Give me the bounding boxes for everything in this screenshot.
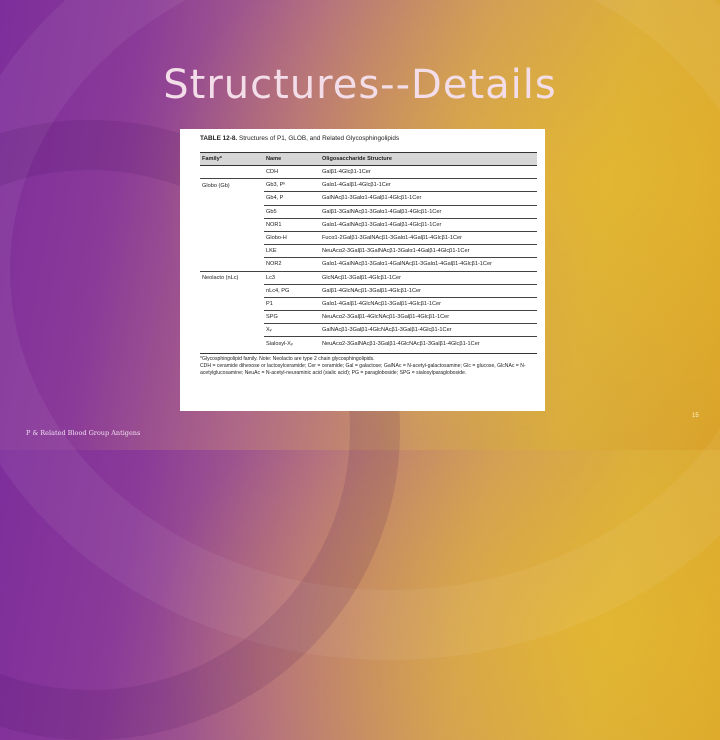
table-row	[200, 192, 537, 205]
cell-family: Globo (Gb)	[200, 179, 264, 192]
table-row	[200, 166, 537, 179]
table-header-row	[200, 153, 537, 166]
footnote-line-1: *Glycosphingolipid family. Note: Neolacto are type 2 chain glycosphingolipids.	[200, 355, 375, 362]
cell-name: Gb3, Pᵏ	[264, 179, 320, 192]
cell-name: SPG	[264, 311, 320, 324]
table-row	[200, 245, 537, 258]
cell-name: Sialosyl-Xᵥ	[266, 340, 293, 347]
cell-family	[200, 231, 264, 244]
cell-name: Gb5	[264, 205, 320, 218]
header-family: Family*	[200, 153, 264, 166]
cell-name: Xᵥ	[264, 324, 320, 337]
slide-title: Structures--Details	[163, 62, 557, 108]
table-row	[200, 218, 537, 231]
cell-structure: GlcNAcβ1-3Galβ1-4Glcβ1-1Cer	[320, 271, 537, 284]
cell-name: NOR2	[266, 261, 282, 268]
table-caption	[200, 135, 537, 142]
cell-name: P1	[264, 297, 320, 310]
cell-structure: NeuAcα2-3Galβ1-4GlcNAcβ1-3Galβ1-4Glcβ1-1Cer	[320, 311, 537, 324]
cell-name: Globo-H	[264, 231, 320, 244]
cell-family	[200, 218, 264, 231]
cell-structure: Galα1-4GalNAcβ1-3Galα1-4GalNAcβ1-3Galα1-4Galβ1-4Glcβ1-1Cer	[322, 261, 492, 268]
cell-name: Lc3	[264, 271, 320, 284]
slide-footer: P & Related Blood Group Antigens	[26, 429, 141, 437]
cell-structure: Galβ1-3GalNAcβ1-3Galα1-4Galβ1-4Glcβ1-1Cer	[320, 205, 537, 218]
cell-structure: GalNAcβ1-3Galα1-4Galβ1-4Glcβ1-1Cer	[320, 192, 537, 205]
table-row	[200, 284, 537, 297]
cell-structure: Galα1-4Galβ1-4GlcNAcβ1-3Galβ1-4Glcβ1-1Cer	[320, 297, 537, 310]
table-row	[200, 179, 537, 192]
cell-family	[200, 297, 264, 310]
slide-page-number: 15	[692, 413, 699, 419]
cell-structure: Galα1-4Galβ1-4Glcβ1-1Cer	[320, 179, 537, 192]
glycosphingolipid-table	[200, 152, 537, 350]
cell-family: Neolacto (nLc)	[200, 271, 264, 284]
cell-structure: Fucα1-2Galβ1-3GalNAcβ1-3Galα1-4Galβ1-4Glcβ1-1Cer	[320, 231, 537, 244]
cell-family	[200, 245, 264, 258]
cell-structure: NeuAcα2-3GalNAcβ1-3Galβ1-4GlcNAcβ1-3Galβ1-4Glcβ1-1Cer	[322, 340, 480, 347]
cell-name: NOR1	[264, 218, 320, 231]
table-figure	[180, 129, 545, 411]
cell-name: nLc4, PG	[264, 284, 320, 297]
table-row	[200, 337, 537, 350]
footnote-line-2: CDH = ceramide dihexose or lactosylceramide; Cer = ceramide; Gal = galactose; GalNAc = N-acetyl-galactosamine; Glc = glucose, GlcNAc = N-acetylglucosamine; NeuAc = N-acetyl-neuraminic acid (sialic acid); PG = paragloboside; SPG = sialosylparagloboside.	[200, 363, 526, 377]
header-name: Name	[264, 153, 320, 166]
cell-structure: Galβ1-4Glcβ1-1Cer	[322, 169, 371, 176]
cell-family	[200, 166, 264, 179]
cell-name: CDH	[266, 169, 279, 176]
table-row	[200, 271, 537, 284]
cell-family	[200, 311, 264, 324]
cell-structure: Galβ1-4GlcNAcβ1-3Galβ1-4Glcβ1-1Cer	[320, 284, 537, 297]
cell-family	[200, 337, 264, 350]
table-row	[200, 311, 537, 324]
cell-family	[200, 205, 264, 218]
cell-family	[200, 284, 264, 297]
cell-structure: GalNAcβ1-3Galβ1-4GlcNAcβ1-3Galβ1-4Glcβ1-1Cer	[320, 324, 537, 337]
table-caption-label: TABLE 12-8.	[200, 135, 238, 142]
table-row	[200, 231, 537, 244]
cell-family	[200, 324, 264, 337]
table-row	[200, 258, 537, 271]
cell-name: LKE	[264, 245, 320, 258]
table-caption-text: Structures of P1, GLOB, and Related Glycosphingolipids	[238, 135, 400, 142]
cell-family	[200, 192, 264, 205]
cell-name: Gb4, P	[264, 192, 320, 205]
table-row	[200, 297, 537, 310]
header-structure: Oligosaccharide Structure	[320, 153, 537, 166]
table-row	[200, 205, 537, 218]
table-row	[200, 324, 537, 337]
cell-structure: Galα1-4GalNAcβ1-3Galα1-4Galβ1-4Glcβ1-1Cer	[320, 218, 537, 231]
cell-structure: NeuAcα2-3Galβ1-3GalNAcβ1-3Galα1-4Galβ1-4Glcβ1-1Cer	[320, 245, 537, 258]
table-footnote	[200, 353, 537, 378]
cell-family	[200, 258, 264, 271]
